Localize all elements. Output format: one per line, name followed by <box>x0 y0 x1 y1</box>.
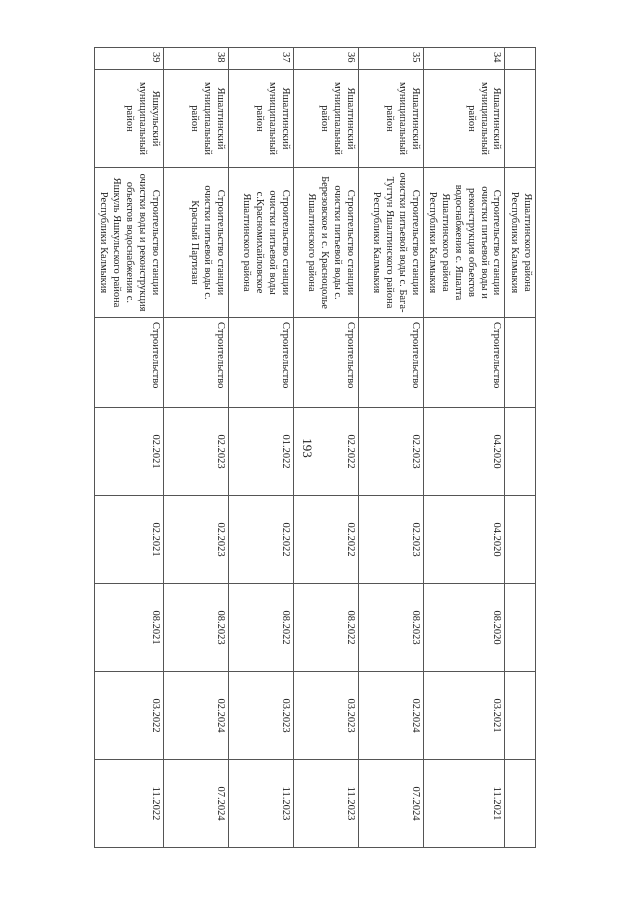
district-cell: Яшалтинский муниципальный район <box>358 70 423 168</box>
table-row <box>423 48 505 848</box>
date-cell-4: 02.2024 <box>163 672 228 760</box>
table-row <box>228 48 293 848</box>
continuation-text: Яшалтинского района Республики Калмыкия <box>505 168 536 318</box>
projects-table <box>94 47 536 848</box>
projects-table-rotated <box>98 47 536 847</box>
date-cell-4: 03.2023 <box>228 672 293 760</box>
project-name-cell: Строительство станции очистки питьевой воды с. Березовское и с. Красноцолье Яшалтинского района <box>293 168 358 318</box>
date-cell-2: 02.2022 <box>293 496 358 584</box>
district-cell: Яшалтинский муниципальный район <box>163 70 228 168</box>
empty-cell <box>505 584 536 672</box>
date-cell-3: 08.2020 <box>423 584 505 672</box>
date-cell-5: 11.2021 <box>423 760 505 848</box>
empty-cell <box>505 318 536 408</box>
district-cell: Яшалтинский муниципальный район <box>293 70 358 168</box>
date-cell-3: 08.2021 <box>94 584 163 672</box>
date-cell-5: 11.2023 <box>293 760 358 848</box>
row-number: 36 <box>293 48 358 70</box>
date-cell-5: 07.2024 <box>358 760 423 848</box>
date-cell-5: 11.2023 <box>228 760 293 848</box>
page-number: 193 <box>300 438 315 458</box>
date-cell-2: 02.2023 <box>163 496 228 584</box>
date-cell-3: 08.2023 <box>358 584 423 672</box>
date-cell-4: 03.2021 <box>423 672 505 760</box>
date-cell-1: 02.2023 <box>163 408 228 496</box>
table-row <box>94 48 163 848</box>
date-cell-1: 02.2023 <box>358 408 423 496</box>
empty-cell <box>505 496 536 584</box>
project-name-cell: Строительство станции очистки питьевой воды с.Красномихайловское Яшалтинского района <box>228 168 293 318</box>
work-type-cell: Строительство <box>94 318 163 408</box>
row-number: 34 <box>423 48 505 70</box>
project-name-cell: Строительство станции очистки питьевой воды и реконструкция объектов водоснабжения с. Яшалта Яшалтинского района Республики Калмыкия <box>423 168 505 318</box>
work-type-cell: Строительство <box>293 318 358 408</box>
row-number: 35 <box>358 48 423 70</box>
work-type-cell: Строительство <box>228 318 293 408</box>
work-type-cell: Строительство <box>423 318 505 408</box>
date-cell-1: 02.2022 <box>293 408 358 496</box>
table-row <box>293 48 358 848</box>
empty-cell <box>505 760 536 848</box>
row-number: 39 <box>94 48 163 70</box>
date-cell-4: 02.2024 <box>358 672 423 760</box>
date-cell-1: 04.2020 <box>423 408 505 496</box>
empty-cell <box>505 408 536 496</box>
project-name-cell: Строительство станции очистки питьевой воды с. Бага-Тугтун Яшалтинского района Республики Калмыкия <box>358 168 423 318</box>
date-cell-4: 03.2022 <box>94 672 163 760</box>
table-row-continuation <box>505 48 536 848</box>
date-cell-5: 07.2024 <box>163 760 228 848</box>
date-cell-2: 04.2020 <box>423 496 505 584</box>
table-row <box>163 48 228 848</box>
district-cell: Яшкульский муниципальный район <box>94 70 163 168</box>
district-cell: Яшалтинский муниципальный район <box>228 70 293 168</box>
date-cell-2: 02.2021 <box>94 496 163 584</box>
date-cell-3: 08.2022 <box>228 584 293 672</box>
date-cell-5: 11.2022 <box>94 760 163 848</box>
empty-cell <box>505 70 536 168</box>
district-cell: Яшалтинский муниципальный район <box>423 70 505 168</box>
date-cell-2: 02.2023 <box>358 496 423 584</box>
work-type-cell: Строительство <box>358 318 423 408</box>
date-cell-1: 01.2022 <box>228 408 293 496</box>
date-cell-2: 02.2022 <box>228 496 293 584</box>
empty-cell <box>505 48 536 70</box>
project-name-cell: Строительство станции очистки воды и реконструкция объектов водоснабжения с. Яшкуль Яшкульского района Республики Калмыкия <box>94 168 163 318</box>
work-type-cell: Строительство <box>163 318 228 408</box>
row-number: 38 <box>163 48 228 70</box>
empty-cell <box>505 672 536 760</box>
date-cell-3: 08.2023 <box>163 584 228 672</box>
date-cell-3: 08.2022 <box>293 584 358 672</box>
project-name-cell: Строительство станции очистки питьевой воды с. Красный Партизан <box>163 168 228 318</box>
row-number: 37 <box>228 48 293 70</box>
date-cell-1: 02.2021 <box>94 408 163 496</box>
table-row <box>358 48 423 848</box>
date-cell-4: 03.2023 <box>293 672 358 760</box>
